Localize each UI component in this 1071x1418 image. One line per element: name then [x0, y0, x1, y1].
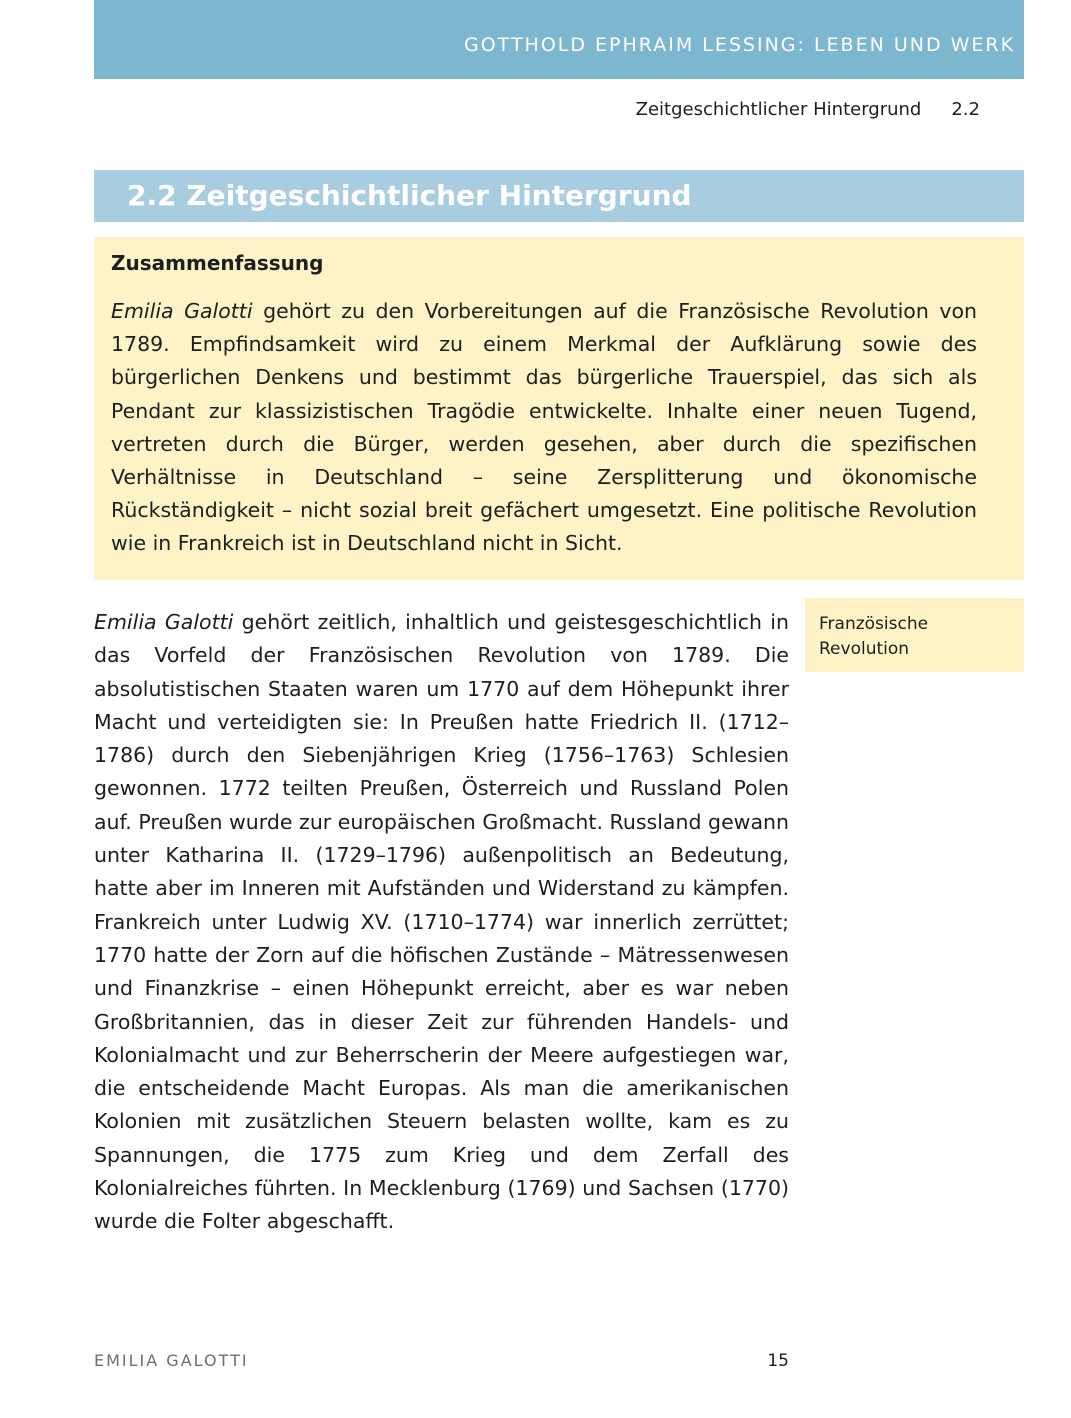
summary-heading: Zusammenfassung [111, 251, 324, 275]
chapter-number: 2 [1048, 20, 1071, 61]
margin-note-line-1: Französische [819, 614, 929, 634]
margin-note [805, 598, 1024, 672]
body-paragraph [94, 606, 789, 1239]
page-number: 15 [767, 1351, 789, 1371]
chapter-title: GOTTHOLD EPHRAIM LESSING: LEBEN UND WERK [464, 34, 1016, 56]
summary-text [111, 295, 977, 561]
footer-book-title: EMILIA GALOTTI [94, 1351, 249, 1370]
summary-lead-italic: Emilia Galotti [111, 299, 253, 323]
body-lead-italic: Emilia Galotti [94, 610, 234, 634]
running-head-section: 2.2 [951, 99, 980, 120]
running-head [580, 99, 980, 120]
margin-note-line-2: Revolution [819, 639, 910, 659]
summary-body: gehört zu den Vorbereitungen auf die Französische Revolution von 1789. Empfindsamkeit wird zu einem Merkmal der Aufklärung sowie des bürgerlichen Denkens und bestimmt das bürgerliche Trauerspiel, das sich als Pendant zur klassizistischen Tragödie entwickelte. Inhalte einer neuen Tugend, vertreten durch die Bürger, werden gesehen, aber durch die spezifischen Verhältnisse in Deutschland – seine Zersplitterung und ökonomische Rückständigkeit – nicht sozial breit gefächert umgesetzt. Eine politische Revolution wie in Frankreich ist in Deutschland nicht in Sicht. [111, 299, 977, 556]
section-title: 2.2 Zeitgeschichtlicher Hintergrund [127, 179, 692, 212]
summary-box [94, 237, 1024, 580]
section-header-band [94, 170, 1024, 222]
running-head-title: Zeitgeschichtlicher Hintergrund [635, 99, 922, 120]
margin-note-text [819, 612, 928, 662]
chapter-header-band [94, 0, 1071, 79]
body-text: gehört zeitlich, inhaltlich und geistesgeschichtlich in das Vorfeld der Französischen Revolution von 1789. Die absolutistischen Staaten waren um 1770 auf dem Höhepunkt ihrer Macht und verteidigten sie: In Preußen hatte Friedrich II. (1712–1786) durch den Siebenjährigen Krieg (1756–1763) Schlesien gewonnen. 1772 teilten Preußen, Österreich und Russland Polen auf. Preußen wurde zur europäischen Großmacht. Russland gewann unter Katharina II. (1729–1796) außenpolitisch an Bedeutung, hatte aber im Inneren mit Aufständen und Widerstand zu kämpfen. Frankreich unter Ludwig XV. (1710–1774) war innerlich zerrüttet; 1770 hatte der Zorn auf die höfischen Zustände – Mätressenwesen und Finanzkrise – einen Höhepunkt erreicht, aber es war neben Großbritannien, das in dieser Zeit zur führenden Handels- und Kolonialmacht und zur Beherrscherin der Meere aufgestiegen war, die entscheidende Macht Europas. Als man die amerikanischen Kolonien mit zusätzlichen Steuern belasten wollte, kam es zu Spannungen, die 1775 zum Krieg und dem Zerfall des Kolonialreiches führten. In Mecklenburg (1769) und Sachsen (1770) wurde die Folter abgeschafft. [94, 610, 789, 1234]
